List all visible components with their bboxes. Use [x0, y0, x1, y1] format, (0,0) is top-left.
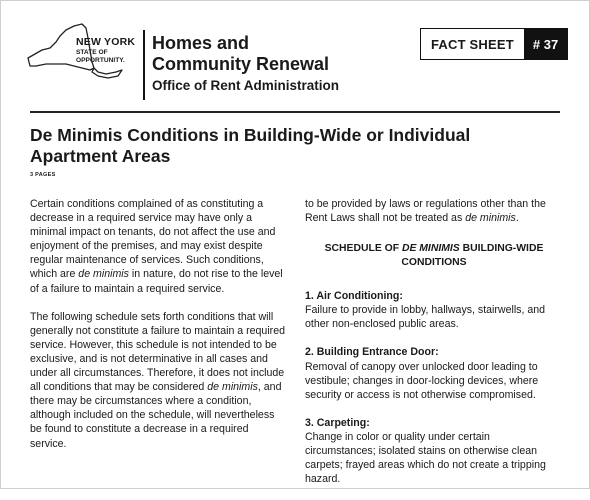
schedule-heading-b: BUILDING-WIDE CONDITIONS	[401, 243, 544, 268]
logo-tagline-2: OPPORTUNITY.	[76, 56, 125, 64]
schedule-heading	[305, 242, 563, 269]
schedule-heading-emphasis: DE MINIMIS	[401, 243, 460, 255]
fact-sheet-label: FACT SHEET	[431, 36, 514, 52]
document-title-line-1: De Minimis Conditions in Building-Wide or Individual	[30, 125, 471, 145]
schedule-heading-a: SCHEDULE OF	[324, 243, 402, 255]
logo-tagline-1: STATE OF	[76, 48, 108, 56]
office-name: Office of Rent Administration	[152, 78, 340, 93]
schedule-item-text: Removal of canopy over unlocked door leading to vestibule; changes in door-locking devices, where security or access is not otherwise compromised.	[305, 360, 539, 401]
logo-state-name: NEW YORK	[76, 36, 136, 48]
schedule-item	[305, 289, 563, 331]
logo-wordmark	[76, 37, 135, 64]
continued-text-b: .	[515, 212, 519, 225]
intro-text-a: Certain conditions complained of as constituting a decrease in a required service may have only a minimal impact on tenants, do not affect the use and enjoyment of the premises, and may exist despite regular maintenance of services. Such conditions, which are	[30, 198, 276, 281]
intro-paragraph	[30, 197, 285, 296]
schedule-intro-emphasis: de minimis	[207, 381, 258, 394]
intro-text-emphasis: de minimis	[78, 268, 129, 281]
schedule-item	[305, 345, 563, 401]
schedule-intro-text-a: The following schedule sets forth conditions that will generally not constitute a failure to maintain a required service. However, this schedule is not intended to be exclusive, and is not determinative in all cases and under all circumstances. Therefore, it does not include all conditions that may be considered	[30, 310, 285, 394]
agency-name	[152, 33, 329, 75]
agency-name-line-1: Homes and	[152, 33, 250, 53]
schedule-intro-text-b: , and there may be circumstances where a condition, although included on the schedule, will nevertheless be found to constitute a decrease in a required service.	[30, 381, 282, 450]
schedule-intro-paragraph	[30, 310, 285, 451]
left-column	[30, 197, 285, 465]
schedule-item-title: 1. Air Conditioning:	[305, 290, 403, 303]
agency-name-line-2: Community Renewal	[152, 54, 330, 74]
schedule-item-title: 2. Building Entrance Door:	[305, 346, 439, 359]
header-rule	[30, 111, 560, 113]
document-title-line-2: Apartment Areas	[30, 146, 171, 166]
schedule-item-title: 3. Carpeting:	[305, 416, 370, 429]
continued-paragraph	[305, 197, 563, 225]
intro-text-b: in nature, do not rise to the level of a failure to maintain a required service.	[30, 268, 283, 295]
fact-sheet-badge	[420, 28, 568, 60]
schedule-item	[305, 416, 563, 486]
continued-text-emphasis: de minimis	[465, 212, 516, 225]
document-title	[30, 125, 560, 167]
schedule-item-text: Failure to provide in lobby, hallways, stairwells, and other non-enclosed public areas.	[305, 304, 546, 331]
continued-text-a: to be provided by laws or regulations other than the Rent Laws shall not be treated as	[305, 198, 546, 225]
header-divider	[143, 30, 145, 100]
page-count: 3 PAGES	[30, 172, 56, 178]
schedule-item-text: Change in color or quality under certain circumstances; isolated stains on otherwise clean carpets; frayed areas which do not create a tripping hazard.	[305, 430, 546, 486]
right-column	[305, 197, 563, 500]
fact-sheet-number: # 37	[524, 29, 567, 59]
